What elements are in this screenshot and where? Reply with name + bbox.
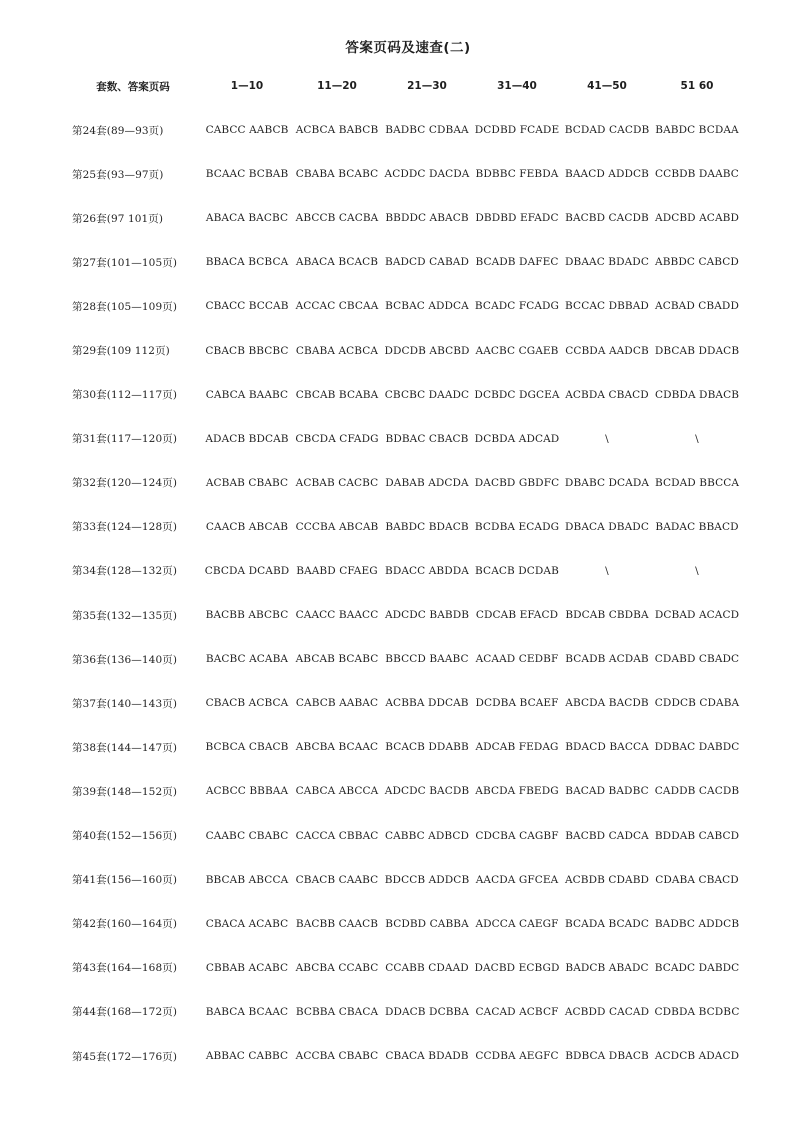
answers-21-30: DDACB DCBBA xyxy=(384,1005,470,1018)
answers-11-20: BACBB CAACB xyxy=(295,917,379,930)
set-cell: 第24套(89—93页) xyxy=(72,124,164,137)
answers-1-10: BBACA BCBCA xyxy=(205,256,289,269)
answers-1-10: BABCA BCAAC xyxy=(205,1005,289,1018)
answers-51-60: BADBC ADDCB xyxy=(654,917,740,930)
answers-1-10: CBBAB ACABC xyxy=(205,961,289,974)
answers-51-60: BCADC DABDC xyxy=(654,961,740,974)
answers-41-50: DBABC DCADA xyxy=(564,476,650,489)
answers-41-50: BCCAC DBBAD xyxy=(565,300,649,313)
answers-41-50: BCADB ACDAB xyxy=(565,653,649,666)
answers-31-40: CCDBA AEGFC xyxy=(475,1050,559,1063)
answers-11-20: CABCA ABCCA xyxy=(295,785,379,798)
table-row xyxy=(64,814,742,858)
header-range: 11—20 xyxy=(317,80,357,92)
table-row xyxy=(64,196,742,240)
table-row xyxy=(64,769,742,813)
answers-51-60: CDBDA DBACB xyxy=(654,388,740,401)
table-row xyxy=(64,373,742,417)
answers-11-20: ABACA BCACB xyxy=(295,256,379,269)
answers-41-50: BAACD ADDCB xyxy=(565,168,649,181)
answers-21-30: ACBBA DDCAB xyxy=(385,697,469,710)
table-row xyxy=(64,725,742,769)
table-row xyxy=(64,505,742,549)
answers-51-60: DBCAB DDACB xyxy=(654,344,740,357)
answers-11-20: CBCDA CFADG xyxy=(295,432,379,445)
answers-21-30: BCBAC ADDCA xyxy=(385,300,469,313)
answers-21-30: BCACB DDABB xyxy=(385,741,469,754)
table-row xyxy=(64,417,742,461)
answers-51-60: CCBDB DAABC xyxy=(655,168,739,181)
page-title: 答案页码及速查(二) xyxy=(345,40,471,56)
answers-41-50: \ xyxy=(605,564,609,577)
answers-1-10: ACBCC BBBAA xyxy=(205,785,289,798)
answers-21-30: CCABB CDAAD xyxy=(385,961,469,974)
answers-21-30: BDCCB ADDCB xyxy=(384,873,470,886)
set-cell: 第42套(160—164页) xyxy=(72,918,178,931)
set-cell: 第37套(140—143页) xyxy=(72,697,178,710)
answers-1-10: CABCA BAABC xyxy=(205,388,289,401)
answer-table-body xyxy=(64,108,742,1078)
table-row xyxy=(64,946,742,990)
answers-31-40: DCBDA ADCAD xyxy=(474,432,560,445)
table-row xyxy=(64,461,742,505)
table-row xyxy=(64,549,742,593)
answers-51-60: \ xyxy=(695,432,699,445)
answers-1-10: ABACA BACBC xyxy=(205,212,289,225)
set-cell: 第25套(93—97页) xyxy=(72,168,164,181)
answers-21-30: BBDDC ABACB xyxy=(385,212,469,225)
set-cell: 第38套(144—147页) xyxy=(72,741,178,754)
answers-51-60: CADDB CACDB xyxy=(654,785,740,798)
answers-41-50: BACAD BADBC xyxy=(565,785,649,798)
answers-41-50: ABCDA BACDB xyxy=(565,697,649,710)
answers-51-60: \ xyxy=(695,564,699,577)
answers-11-20: CBACB CAABC xyxy=(295,873,379,886)
answers-1-10: BCBCA CBACB xyxy=(205,741,289,754)
set-cell: 第36套(136—140页) xyxy=(72,653,178,666)
answers-41-50: CCBDA AADCB xyxy=(565,344,649,357)
answers-1-10: CBCDA DCABD xyxy=(204,564,290,577)
answers-11-20: CACCA CBBAC xyxy=(295,829,379,842)
answers-21-30: ADCDC BABDB xyxy=(384,609,470,622)
answers-11-20: CAACC BAACC xyxy=(295,609,379,622)
answers-1-10: CAABC CBABC xyxy=(205,829,289,842)
answers-21-30: CBACA BDADB xyxy=(385,1050,469,1063)
answers-51-60: ACBAD CBADD xyxy=(655,300,739,313)
answers-41-50: DBAAC BDADC xyxy=(565,256,649,269)
answers-41-50: \ xyxy=(605,432,609,445)
answers-21-30: BADCD CABAD xyxy=(385,256,469,269)
table-row xyxy=(64,858,742,902)
answers-1-10: CAACB ABCAB xyxy=(205,520,289,533)
table-row xyxy=(64,902,742,946)
answers-31-40: AACBC CGAEB xyxy=(475,344,559,357)
answers-51-60: BABDC BCDAA xyxy=(655,124,739,137)
answers-31-40: ACAAD CEDBF xyxy=(475,653,559,666)
answers-51-60: ACDCB ADACD xyxy=(654,1050,740,1063)
set-cell: 第44套(168—172页) xyxy=(72,1006,178,1019)
answers-1-10: BACBB ABCBC xyxy=(205,609,289,622)
answers-41-50: BDCAB CBDBA xyxy=(565,609,649,622)
answers-31-40: BCADB DAFEC xyxy=(475,256,559,269)
table-row xyxy=(64,593,742,637)
answers-1-10: ADACB BDCAB xyxy=(205,432,289,445)
answers-31-40: CACAD ACBCF xyxy=(475,1005,559,1018)
answers-41-50: BDBCA DBACB xyxy=(565,1050,649,1063)
answers-1-10: ACBAB CBABC xyxy=(205,476,289,489)
answers-21-30: BADBC CDBAA xyxy=(385,124,469,137)
answers-41-50: BACBD CACDB xyxy=(565,212,649,225)
table-row xyxy=(64,1034,742,1078)
set-cell: 第35套(132—135页) xyxy=(72,609,178,622)
answers-31-40: DACBD ECBGD xyxy=(474,961,560,974)
set-cell: 第27套(101—105页) xyxy=(72,256,178,269)
set-cell: 第33套(124—128页) xyxy=(72,521,178,534)
header-range: 41—50 xyxy=(587,80,627,92)
answers-21-30: BDBAC CBACB xyxy=(385,432,469,445)
answers-31-40: DCDBD FCADE xyxy=(474,124,560,137)
answers-31-40: CDCAB EFACD xyxy=(475,609,559,622)
answers-41-50: BCADA BCADC xyxy=(565,917,649,930)
table-row xyxy=(64,681,742,725)
answers-41-50: BACBD CADCA xyxy=(565,829,649,842)
answers-51-60: ADCBD ACABD xyxy=(655,212,739,225)
table-row xyxy=(64,328,742,372)
set-cell: 第34套(128—132页) xyxy=(72,565,178,578)
answers-21-30: BBCCD BAABC xyxy=(385,653,469,666)
answers-1-10: CBACA ACABC xyxy=(205,917,289,930)
answers-41-50: ACBDD CACAD xyxy=(564,1005,650,1018)
answers-1-10: BBCAB ABCCA xyxy=(205,873,289,886)
answers-11-20: CBABA BCABC xyxy=(295,168,379,181)
answers-41-50: DBACA DBADC xyxy=(565,520,649,533)
table-row xyxy=(64,152,742,196)
table-row xyxy=(64,284,742,328)
set-cell: 第39套(148—152页) xyxy=(72,785,178,798)
answers-21-30: ACDDC DACDA xyxy=(384,168,470,181)
set-cell: 第30套(112—117页) xyxy=(72,389,178,402)
set-cell: 第32套(120—124页) xyxy=(72,477,178,490)
answers-41-50: BCDAD CACDB xyxy=(564,124,650,137)
answers-11-20: BAABD CFAEG xyxy=(296,564,378,577)
answers-31-40: DCBDC DGCEA xyxy=(474,388,560,401)
answers-11-20: CBABA ACBCA xyxy=(295,344,379,357)
answers-21-30: BCDBD CABBA xyxy=(385,917,469,930)
answers-31-40: BCADC FCADG xyxy=(474,300,560,313)
answers-21-30: DDCDB ABCBD xyxy=(384,344,470,357)
answers-21-30: DABAB ADCDA xyxy=(385,476,469,489)
answers-11-20: BCBBA CBACA xyxy=(295,1005,379,1018)
answers-21-30: ADCDC BACDB xyxy=(384,785,470,798)
set-cell: 第28套(105—109页) xyxy=(72,300,178,313)
header-range: 21—30 xyxy=(407,80,447,92)
answers-11-20: ACCAC CBCAA xyxy=(295,300,379,313)
answers-1-10: CABCC AABCB xyxy=(205,124,289,137)
answers-11-20: CCCBA ABCAB xyxy=(295,520,379,533)
answers-51-60: ABBDC CABCD xyxy=(655,256,739,269)
answers-51-60: CDBDA BCDBC xyxy=(654,1005,740,1018)
answers-31-40: ADCCA CAEGF xyxy=(475,917,559,930)
answers-1-10: CBACB BBCBC xyxy=(205,344,289,357)
answers-21-30: BDACC ABDDA xyxy=(385,564,469,577)
answers-31-40: BDBBC FEBDA xyxy=(475,168,559,181)
table-row xyxy=(64,240,742,284)
set-cell: 第43套(164—168页) xyxy=(72,962,178,975)
answers-51-60: CDABD CBADC xyxy=(654,653,740,666)
answers-41-50: ACBDB CDABD xyxy=(564,873,650,886)
answers-31-40: ABCDA FBEDG xyxy=(475,785,559,798)
header-set: 套数、答案页码 xyxy=(96,80,170,93)
answer-table xyxy=(64,64,742,1078)
answers-51-60: DCBAD ACACD xyxy=(654,609,740,622)
answers-31-40: ADCAB FEDAG xyxy=(475,741,559,754)
answers-21-30: CBCBC DAADC xyxy=(384,388,470,401)
header-range: 51 60 xyxy=(680,80,714,92)
answers-11-20: ACBAB CACBC xyxy=(295,476,379,489)
answers-21-30: CABBC ADBCD xyxy=(384,829,470,842)
answers-31-40: BCACB DCDAB xyxy=(475,564,559,577)
table-row xyxy=(64,108,742,152)
answers-1-10: ABBAC CABBC xyxy=(205,1050,289,1063)
answers-1-10: BCAAC BCBAB xyxy=(205,168,289,181)
answers-11-20: ABCBA BCAAC xyxy=(295,741,379,754)
answers-41-50: BDACD BACCA xyxy=(565,741,649,754)
answers-11-20: ABCAB BCABC xyxy=(295,653,379,666)
header-range: 1—10 xyxy=(230,80,264,92)
set-cell: 第29套(109 112页) xyxy=(72,345,170,358)
answers-51-60: CDABA CBACD xyxy=(655,873,739,886)
answers-31-40: CDCBA CAGBF xyxy=(475,829,559,842)
answers-41-50: BADCB ABADC xyxy=(565,961,649,974)
answers-11-20: ABCCB CACBA xyxy=(295,212,379,225)
answers-1-10: CBACB ACBCA xyxy=(205,697,289,710)
header-row xyxy=(64,64,742,108)
answers-11-20: ACBCA BABCB xyxy=(295,124,379,137)
header-range: 31—40 xyxy=(497,80,537,92)
answers-1-10: CBACC BCCAB xyxy=(205,300,289,313)
answers-51-60: DDBAC DABDC xyxy=(654,741,740,754)
answers-41-50: ACBDA CBACD xyxy=(565,388,649,401)
table-row xyxy=(64,990,742,1034)
answers-11-20: CBCAB BCABA xyxy=(295,388,379,401)
answers-1-10: BACBC ACABA xyxy=(205,653,289,666)
answers-31-40: DBDBD EFADC xyxy=(475,212,559,225)
answers-31-40: BCDBA ECADG xyxy=(474,520,560,533)
set-cell: 第31套(117—120页) xyxy=(72,433,178,446)
answers-31-40: DACBD GBDFC xyxy=(474,476,560,489)
answers-31-40: AACDA GFCEA xyxy=(475,873,559,886)
answers-11-20: ABCBA CCABC xyxy=(295,961,379,974)
answers-51-60: BDDAB CABCD xyxy=(654,829,740,842)
answers-51-60: CDDCB CDABA xyxy=(654,697,740,710)
set-cell: 第40套(152—156页) xyxy=(72,830,178,843)
set-cell: 第45套(172—176页) xyxy=(72,1050,178,1063)
answers-51-60: BADAC BBACD xyxy=(655,520,739,533)
answers-31-40: DCDBA BCAEF xyxy=(475,697,559,710)
answers-51-60: BCDAD BBCCA xyxy=(654,476,740,489)
set-cell: 第41套(156—160页) xyxy=(72,874,178,887)
answers-11-20: ACCBA CBABC xyxy=(295,1050,379,1063)
table-row xyxy=(64,637,742,681)
answers-11-20: CABCB AABAC xyxy=(295,697,379,710)
answers-21-30: BABDC BDACB xyxy=(385,520,469,533)
set-cell: 第26套(97 101页) xyxy=(72,212,164,225)
